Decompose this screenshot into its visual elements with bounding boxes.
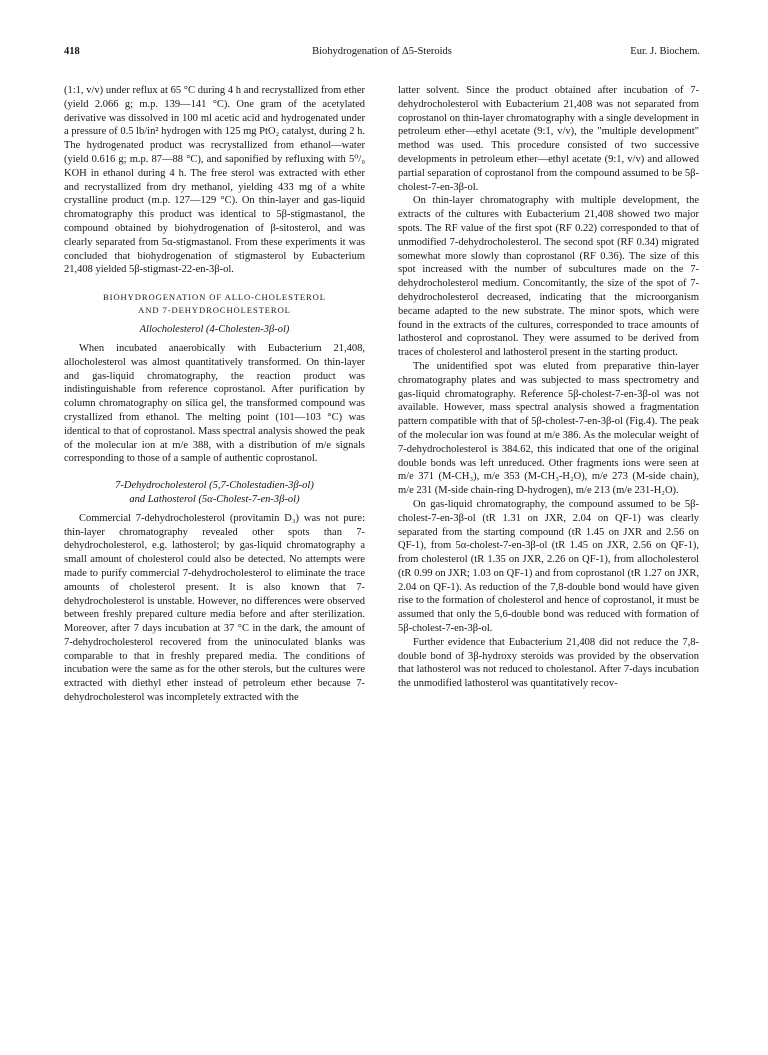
running-title: Biohydrogenation of Δ5-Steroids <box>312 46 452 57</box>
section-heading-line: AND 7-DEHYDROCHOLESTEROL <box>138 305 291 316</box>
paragraph: (1:1, v/v) under reflux at 65 °C during 4 h and recrystallized from ether (yield 2.066 g; m.p. 139—141 °C). One gram of the acetylated derivative was dissolved in 100 ml acetic acid and hydrogenated under a pressure of 0.5 lb/in² hydrogen with 125 mg PtO₂ catalyst, during 2 h. The hydrogenated product was recrystallized from ethanol—water (yield 0.616 g; m.p. 87—88 °C), and saponified by refluxing with 5⁰/₀ KOH in ethanol during 4 h. The free sterol was extracted with ether and recrystallized from dry methanol, yielding 433 mg of a white crystalline product (m.p. 127—129 °C). On thin-layer and gas-liquid chromatography this product was identical to 5β-stigmastanol, the compound obtained by biohydrogenation of β-sitosterol, and was clearly separated from 5α-stigmastanol. From these experiments it was concluded that biohydrogenation of stigmasterol by Eubacterium 21,408 yielded 5β-stigmast-22-en-3β-ol. <box>64 85 365 276</box>
page-header <box>64 46 700 64</box>
paragraph: Further evidence that Eubacterium 21,408 did not reduce the 7,8-double bond of 3β-hydroxy steroids was provided by the observation that lathosterol was not reduced to cholestanol. After 7-days incubation the unmodified lathosterol was quantitatively recov- <box>398 636 699 690</box>
journal-name: Eur. J. Biochem. <box>630 46 700 57</box>
section-heading <box>64 291 365 317</box>
paragraph: On gas-liquid chromatography, the compound assumed to be 5β-cholest-7-en-3β-ol (tR 1.31 on JXR, 2.04 on QF-1) was clearly separated from the starting compound (tR 1.45 on JXR and 2.56 on QF-1), from 5α-cholest-7-en-3β-ol (tR 1.45 on JXR, 2.56 on QF-1), from cholesterol (tR 1.35 on JXR, 2.26 on QF-1), from allocholesterol (tR 0.99 on JXR; 1.03 on QF-1) and from coprostanol (tR 1.27 on JXR, 2.04 on QF-1). As reduction of the 7,8-double bond would have given rise to the formation of cholesterol and hence of coprostanol, it must be assumed that only the 5,6-double bond was reduced with formation of 5β-cholest-7-en-3β-ol. <box>398 498 699 635</box>
subheading-line: 7-Dehydrocholesterol (5,7-Cholestadien-3β-ol) <box>115 480 314 492</box>
subheading-allocholesterol: Allocholesterol (4-Cholesten-3β-ol) <box>139 324 290 336</box>
paragraph: When incubated anaerobically with Eubacterium 21,408, allocholesterol was almost quantitatively transformed. On thin-layer and gas-liquid chromatography, the reaction product was indistinguishable from reference coprostanol. After purification by column chromatography on silica gel, the transformed compound was crystallized from ethanol. The melting point (101—103 °C) was identical to that of coprostanol. Mass spectral analysis showed the peak of the molecular ion at m/e 388, with a distribution of m/e signals corresponding to those of a sample of authentic coprostanol. <box>64 342 365 465</box>
subheading-7-dehydrocholesterol <box>64 479 365 507</box>
right-column <box>398 84 699 691</box>
paragraph: The unidentified spot was eluted from preparative thin-layer chromatography plates and was subjected to mass spectrometry and gas-liquid chromatography. Reference 5β-cholest-7-en-3β-ol was not available. However, mass spectral analysis showed a fragmentation pattern compatible with that of 5β-cholest-7-en-3β-ol (Fig.4). The peak of the molecular ion was found at m/e 386. As the molecular weight of 7-dehydrocholesterol is 384.62, this indicated that one of the original double bonds was left unreduced. Other fragments ions were seen at m/e 371 (M-CH₃), m/e 353 (M-CH₃-H₂O), m/e 273 (M-side chain), m/e 231 (M-side chain-ring D-hydrogen), m/e 213 (m/e 231-H₂O). <box>398 360 699 497</box>
left-column <box>64 84 365 705</box>
paragraph: latter solvent. Since the product obtained after incubation of 7-dehydrocholesterol with Eubacterium 21,408 was not separated from coprostanol on thin-layer chromatography with a single development in petroleum ether—ethyl acetate (9:1, v/v), the "multiple development" method was used. This procedure consisted of two successive developments in petroleum ether—ethyl acetate (9:1, v/v) and allowed partial separation of coprostanol from the compound assumed to be 5β-cholest-7-en-3β-ol. <box>398 85 699 193</box>
paragraph: Commercial 7-dehydrocholesterol (provitamin D₃) was not pure: thin-layer chromatography revealed other spots than 7-dehydrocholesterol, e.g. lathosterol; by gas-liquid chromatography a small amount of cholesterol could also be detected. No attempts were made to purify commercial 7-dehydrocholesterol to eliminate the trace amounts of cholesterol present. It is also known that 7-dehydrocholesterol is unstable. However, no differences were observed between freshly prepared culture media before and after sterilization. Moreover, after 7 days incubation at 37 °C in the dark, the amount of 7-dehydrocholesterol recovered from the uninoculated blanks was comparable to that in freshly prepared media. The conditions of incubation were the same as for the other sterols, but the cultures were extracted with diethyl ether instead of petroleum ether because 7-dehydrocholesterol was incompletely extracted with the <box>64 512 365 704</box>
subheading-line: and Lathosterol (5α-Cholest-7-en-3β-ol) <box>129 493 300 505</box>
paragraph: On thin-layer chromatography with multiple development, the extracts of the cultures with Eubacterium 21,408 showed two major spots. The RF value of the first spot (RF 0.22) corresponded to that of unmodified 7-dehydrocholesterol. The second spot (RF 0.34) migrated somewhat more slowly than coprostanol (RF 0.36). The size of this spot increased with the number of subcultures made on the 7-dehydrocholesterol medium. Concomitantly, the size of the spot of 7-dehydrocholesterol decreased, indicating that the microorganism became adapted to the new substrate. The minor spots, which were found in the extracts of the cultures, corresponded to trace amounts of lathosterol and coprostanol. They were assumed to be derived from traces of cholesterol and lathosterol present in the starting product. <box>398 195 699 359</box>
page-number: 418 <box>64 46 80 57</box>
section-heading-line: BIOHYDROGENATION OF ALLO-CHOLESTEROL <box>103 292 326 303</box>
